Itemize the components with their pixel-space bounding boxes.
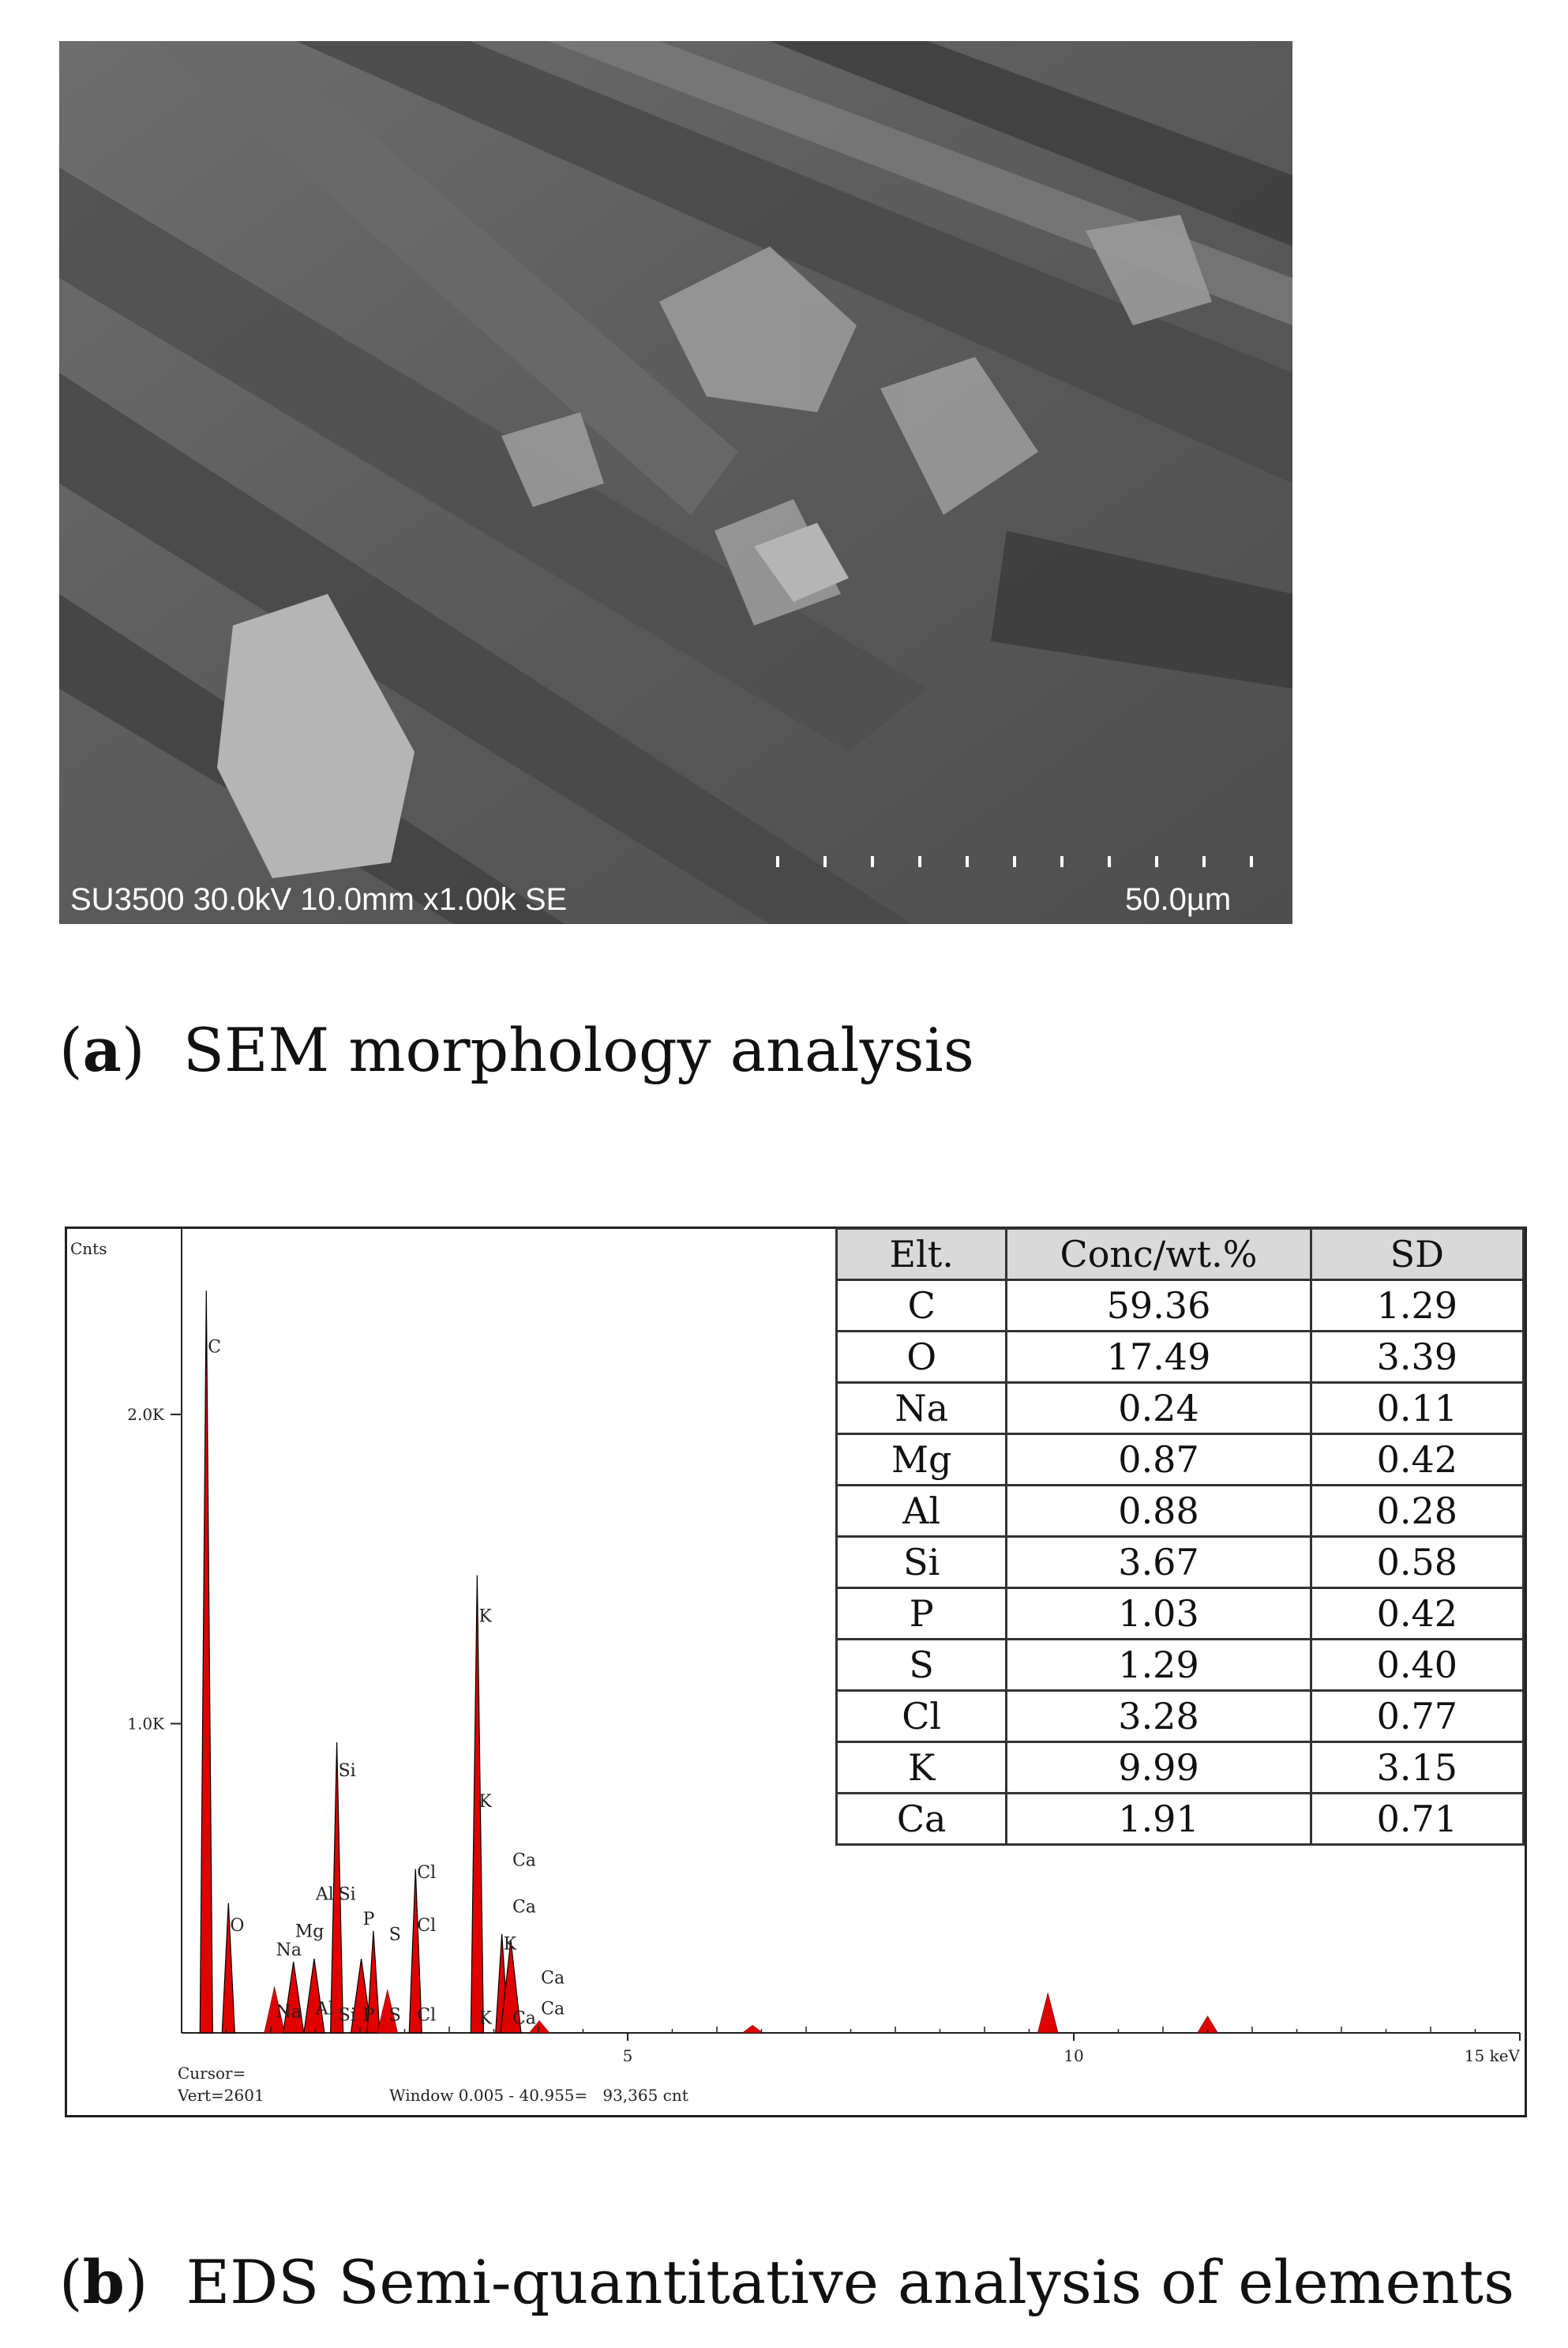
- caption-a: (a) SEM morphology analysis: [59, 1015, 974, 1085]
- table-row: [837, 1280, 1524, 1332]
- y-tick-label: 2.0K: [127, 1404, 164, 1424]
- peak-label: Na: [276, 1940, 302, 1961]
- eds-window-label: Window 0.005 - 40.955= 93,365 cnt: [389, 2086, 688, 2105]
- peak-label: S: [388, 2005, 401, 2026]
- caption-a-text: SEM morphology analysis: [182, 1015, 974, 1085]
- caption-a-letter: a: [82, 1015, 122, 1085]
- peak-label: Cl: [417, 1915, 437, 1936]
- table-cell-element: Mg: [837, 1434, 1007, 1486]
- table-cell-concentration: 1.29: [1007, 1640, 1311, 1691]
- peak-label: Ca: [541, 1999, 565, 2019]
- table-row: [837, 1691, 1524, 1742]
- peak-label: Ca: [541, 1968, 565, 1989]
- table-header-element: Elt.: [837, 1229, 1007, 1280]
- table-cell-element: P: [837, 1588, 1007, 1640]
- table-cell-sd: 0.58: [1311, 1537, 1523, 1588]
- table-row: [837, 1486, 1524, 1537]
- table-cell-sd: 0.11: [1311, 1383, 1523, 1434]
- eds-spectrum-panel: [65, 1227, 1527, 2117]
- peak-label: Al: [315, 1999, 334, 2019]
- peak-label: Ca: [512, 1850, 536, 1871]
- table-cell-concentration: 9.99: [1007, 1742, 1311, 1794]
- table-cell-concentration: 59.36: [1007, 1280, 1311, 1332]
- eds-y-unit: Cnts: [70, 1239, 107, 1258]
- peak-label: Ca: [512, 2008, 536, 2029]
- sem-scale-label: 50.0µm: [1125, 882, 1232, 917]
- x-tick-label: 5: [622, 2046, 633, 2065]
- table-cell-element: Si: [837, 1537, 1007, 1588]
- peak-label: K: [478, 1606, 492, 1627]
- table-row: [837, 1332, 1524, 1383]
- spectrum-peak: [1037, 1993, 1058, 2033]
- peak-label: Si: [338, 1884, 356, 1905]
- caption-b-text: EDS Semi-quantitative analysis of elements: [186, 2247, 1515, 2317]
- peak-label: O: [230, 1915, 245, 1936]
- table-cell-sd: 0.40: [1311, 1640, 1523, 1691]
- table-cell-concentration: 3.28: [1007, 1691, 1311, 1742]
- peak-label: K: [478, 1792, 492, 1813]
- table-cell-concentration: 3.67: [1007, 1537, 1311, 1588]
- table-cell-concentration: 17.49: [1007, 1332, 1311, 1383]
- table-cell-sd: 3.39: [1311, 1332, 1523, 1383]
- table-row: [837, 1588, 1524, 1640]
- table-header-concentration: Conc/wt.%: [1007, 1229, 1311, 1280]
- spectrum-peak: [200, 1290, 212, 2033]
- peak-label: P: [362, 2005, 375, 2026]
- table-header-sd: SD: [1311, 1229, 1523, 1280]
- y-tick-label: 1.0K: [127, 1714, 164, 1734]
- caption-b-letter: b: [82, 2247, 125, 2317]
- table-cell-element: Al: [837, 1486, 1007, 1537]
- table-row: [837, 1537, 1524, 1588]
- spectrum-peak: [742, 2025, 763, 2033]
- sem-info-bar: SU3500 30.0kV 10.0mm x1.00k SE: [70, 882, 568, 917]
- table-cell-concentration: 1.91: [1007, 1794, 1311, 1845]
- x-tick-label: 10: [1063, 2046, 1084, 2065]
- peak-label: S: [388, 1925, 401, 1945]
- table-row: [837, 1434, 1524, 1486]
- table-cell-sd: 0.28: [1311, 1486, 1523, 1537]
- eds-element-table: [835, 1227, 1525, 1846]
- sem-micrograph: [59, 41, 1292, 924]
- table-cell-sd: 3.15: [1311, 1742, 1523, 1794]
- peak-label: Na: [276, 2002, 302, 2023]
- peak-label: C: [208, 1337, 222, 1358]
- table-cell-concentration: 1.03: [1007, 1588, 1311, 1640]
- table-cell-element: O: [837, 1332, 1007, 1383]
- table-cell-element: Na: [837, 1383, 1007, 1434]
- table-cell-sd: 0.77: [1311, 1691, 1523, 1742]
- peak-label: K: [478, 2008, 492, 2029]
- peak-label: Mg: [294, 1922, 324, 1942]
- peak-label: Si: [338, 1761, 356, 1782]
- table-cell-element: S: [837, 1640, 1007, 1691]
- table-cell-sd: 1.29: [1311, 1280, 1523, 1332]
- peak-label: Al: [315, 1884, 334, 1905]
- table-cell-concentration: 0.24: [1007, 1383, 1311, 1434]
- table-row: [837, 1640, 1524, 1691]
- spectrum-peak: [283, 1962, 304, 2033]
- table-cell-element: Cl: [837, 1691, 1007, 1742]
- eds-cursor-label: Cursor=: [178, 2064, 246, 2083]
- table-cell-concentration: 0.87: [1007, 1434, 1311, 1486]
- table-cell-concentration: 0.88: [1007, 1486, 1311, 1537]
- table-cell-sd: 0.71: [1311, 1794, 1523, 1845]
- eds-vert-label: Vert=2601: [178, 2086, 264, 2105]
- table-row: [837, 1383, 1524, 1434]
- table-cell-element: Ca: [837, 1794, 1007, 1845]
- table-cell-element: K: [837, 1742, 1007, 1794]
- peak-label: P: [362, 1909, 375, 1929]
- peak-label: Si: [338, 2005, 356, 2026]
- table-row: [837, 1794, 1524, 1845]
- x-tick-label: 15 keV: [1464, 2046, 1520, 2065]
- table-cell-element: C: [837, 1280, 1007, 1332]
- peak-label: Cl: [417, 2005, 437, 2026]
- table-row: [837, 1742, 1524, 1794]
- table-cell-sd: 0.42: [1311, 1434, 1523, 1486]
- peak-label: Ca: [512, 1897, 536, 1918]
- peak-label: Cl: [417, 1863, 437, 1884]
- table-cell-sd: 0.42: [1311, 1588, 1523, 1640]
- spectrum-peak: [304, 1959, 324, 2033]
- table-header-row: [837, 1229, 1524, 1280]
- caption-b: (b) EDS Semi-quantitative analysis of elements: [59, 2247, 1515, 2317]
- peak-label: K: [503, 1934, 517, 1955]
